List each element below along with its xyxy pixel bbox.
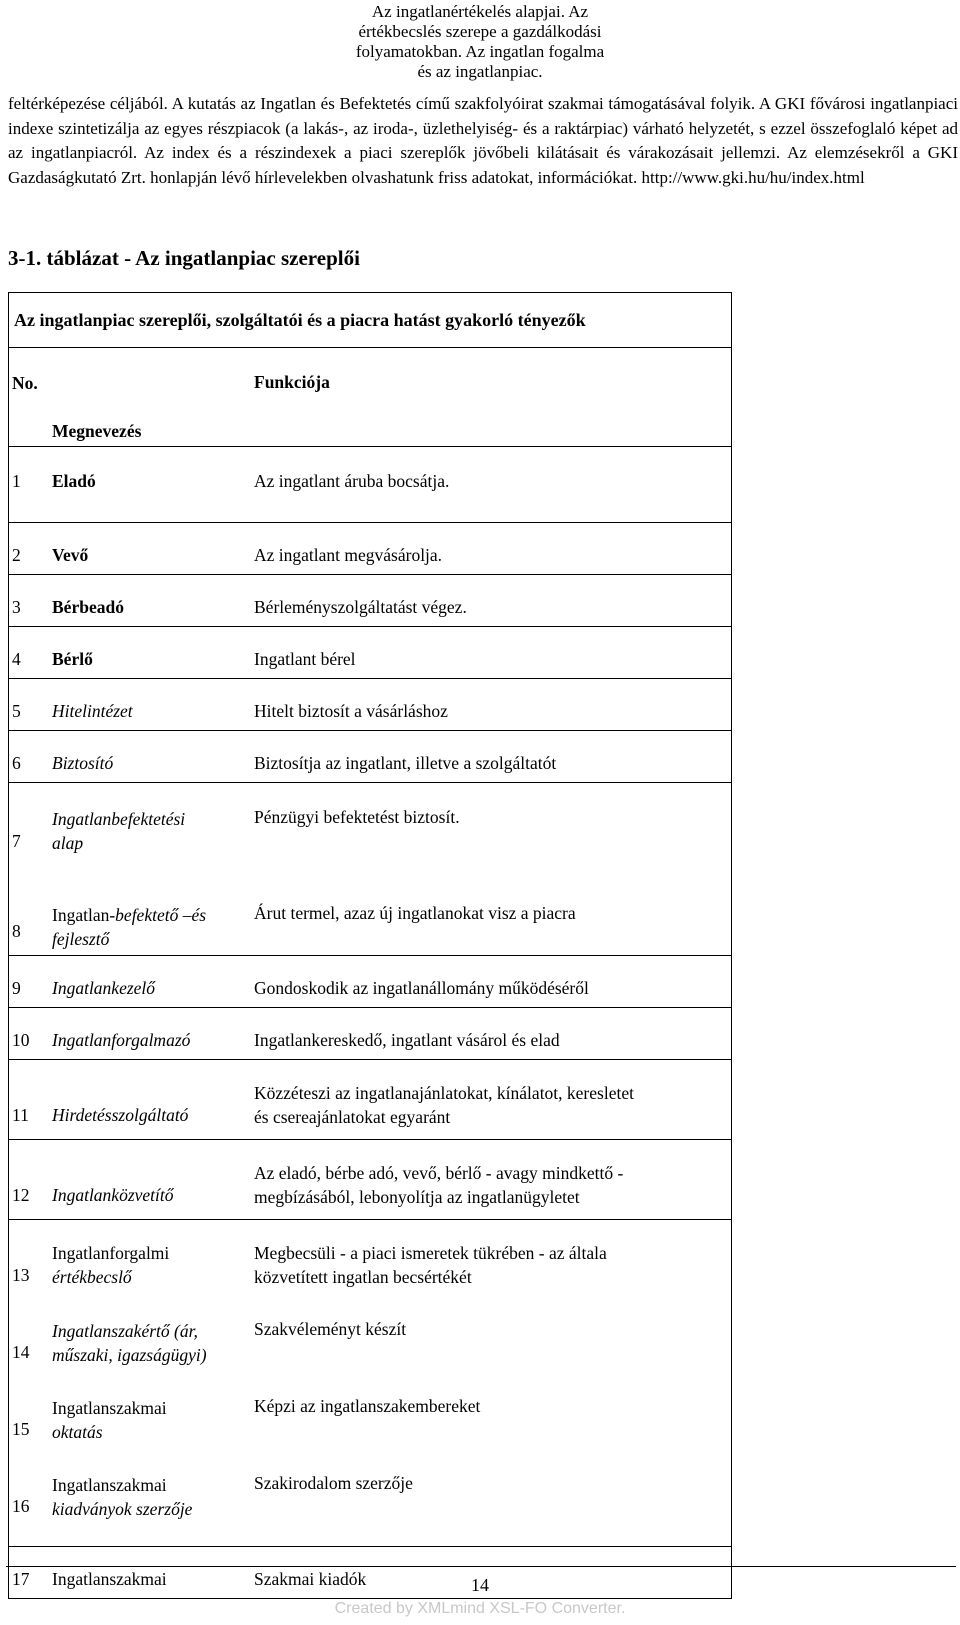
row-func: Bérleményszolgáltatást végez.	[251, 575, 732, 627]
row-func: Képzi az ingatlanszakembereket	[254, 1396, 481, 1416]
row-no: 3	[9, 575, 50, 627]
row-name: Ingatlanszakmai	[52, 1569, 167, 1589]
row-func	[251, 1140, 732, 1220]
row-name-line: Ingatlanforgalmi	[52, 1243, 170, 1263]
row-name: Ingatlankezelő	[49, 956, 251, 1008]
table-row	[9, 627, 732, 679]
row-name: Bérlő	[49, 627, 251, 679]
row-name: Vevő	[49, 523, 251, 575]
row-no: 16	[9, 1469, 50, 1547]
row-name	[49, 1392, 251, 1469]
row-func	[251, 1060, 732, 1140]
row-name	[49, 783, 251, 882]
row-func	[251, 1220, 732, 1316]
table-row	[9, 575, 732, 627]
footer-divider	[6, 1566, 956, 1567]
row-name	[49, 1315, 251, 1392]
row-name: Ingatlanforgalmazó	[49, 1008, 251, 1060]
row-no: 14	[12, 1342, 30, 1362]
table-caption: Az ingatlanpiac szereplői, szolgáltatói és a piacra hatást gyakorló tényezők	[9, 293, 732, 348]
row-name-line: értékbecslő	[52, 1267, 132, 1287]
row-func: Árut termel, azaz új ingatlanokat visz a piacra	[251, 881, 732, 956]
row-func-line: Megbecsüli - a piaci ismeretek tükrében - az általa	[254, 1243, 607, 1263]
row-name-line: Ingatlanszakértő (ár,	[52, 1321, 198, 1341]
table-row	[9, 1392, 732, 1469]
row-no: 1	[9, 447, 50, 523]
row-name-line: oktatás	[52, 1422, 103, 1442]
row-name-line: alap	[52, 833, 84, 853]
row-func: Ingatlankereskedő, ingatlant vásárol és elad	[251, 1008, 732, 1060]
header-no-text: No.	[12, 373, 38, 393]
header-name-text: Megnevezés	[52, 421, 142, 441]
table-row	[9, 447, 732, 523]
table-row	[9, 679, 732, 731]
row-func-line: Az eladó, bérbe adó, vevő, bérlő - avagy mindkettő -	[254, 1163, 624, 1183]
row-func: Szakvéleményt készít	[254, 1319, 407, 1339]
row-name-part: Ingatlan-	[52, 905, 116, 925]
row-name: Ingatlanközvetítő	[49, 1140, 251, 1220]
row-func: Hitelt biztosít a vásárláshoz	[251, 679, 732, 731]
row-func-line: megbízásából, lebonyolítja az ingatlanügyletet	[254, 1187, 580, 1207]
header-no	[9, 348, 50, 447]
row-func: Szakirodalom szerzője	[251, 1469, 732, 1547]
table-title: 3-1. táblázat - Az ingatlanpiac szereplői	[8, 246, 360, 270]
header-name	[49, 348, 251, 447]
row-func: Pénzügyi befektetést biztosít.	[254, 807, 460, 827]
table-row	[9, 523, 732, 575]
row-no: 13	[12, 1265, 30, 1285]
converter-brand-link[interactable]: XMLmind XSL-FO Converter	[417, 1600, 621, 1617]
row-no: 5	[9, 679, 50, 731]
row-no: 7	[12, 831, 21, 851]
table-row	[9, 1469, 732, 1547]
row-name: Hitelintézet	[49, 679, 251, 731]
row-no: 15	[12, 1419, 30, 1439]
row-name: Biztosító	[49, 731, 251, 783]
page-number: 14	[471, 1575, 489, 1595]
header-func-text: Funkciója	[254, 372, 330, 392]
row-func-line: közvetített ingatlan becsértékét	[254, 1267, 472, 1287]
row-name: Eladó	[49, 447, 251, 523]
row-name-part: befektető –és	[115, 905, 207, 925]
table-row	[9, 956, 732, 1008]
header-line-1: Az ingatlanértékelés alapjai. Az	[371, 2, 589, 21]
table-row	[9, 1315, 732, 1392]
row-func-line: Közzéteszi az ingatlanajánlatokat, kínálatot, keresletet	[254, 1083, 634, 1103]
converter-credit	[0, 1600, 960, 1618]
row-no: 17	[12, 1569, 30, 1589]
row-func: Ingatlant bérel	[251, 627, 732, 679]
running-header	[0, 2, 960, 82]
row-func: Gondoskodik az ingatlanállomány működéséről	[251, 956, 732, 1008]
table-row	[9, 1220, 732, 1316]
header-line-2: értékbecslés szerepe a gazdálkodási	[358, 22, 602, 41]
row-no: 11	[9, 1060, 50, 1140]
table-row	[9, 1140, 732, 1220]
row-name: Hirdetésszolgáltató	[49, 1060, 251, 1140]
table-row	[9, 1008, 732, 1060]
row-name-line: kiadványok szerzője	[52, 1499, 193, 1519]
intro-paragraph: feltérképezése céljából. A kutatás az Ingatlan és Befektetés című szakfolyóirat szakmai támogatásával folyik. A GKI fővárosi ingatlanpiaci indexe szintetizálja az egyes részpiacok (a lakás-, az iroda-, üzlethelyiség- és a raktárpiac) várható helyzetét, s ezzel összefoglaló képet ad az ingatlanpiacról. Az index és a részindexek a piaci szereplők jövőbeli kilátásait és várakozásait jellemzi. Az elemzésekről a GKI Gazdaságkutató Zrt. honlapján lévő hírlevelekben olvashatunk friss adatokat, információkat. http://www.gki.hu/hu/index.html	[8, 94, 958, 187]
row-func: Az ingatlant megvásárolja.	[251, 523, 732, 575]
market-actors-table	[8, 292, 732, 1599]
row-no: 12	[9, 1140, 50, 1220]
converter-suffix: .	[620, 1600, 626, 1617]
header-line-4: és az ingatlanpiac.	[417, 62, 543, 81]
converter-prefix: Created by	[334, 1600, 418, 1617]
header-func	[251, 348, 732, 447]
row-name-line: Ingatlanbefektetési	[52, 809, 186, 829]
row-name-line: Ingatlanszakmai	[52, 1475, 167, 1495]
table-header-row	[9, 348, 732, 447]
row-name	[49, 1469, 251, 1547]
row-name	[49, 881, 251, 956]
row-no: 6	[9, 731, 50, 783]
header-line-3: folyamatokban. Az ingatlan fogalma	[355, 42, 605, 61]
table-row	[9, 881, 732, 956]
row-name-line: Ingatlanszakmai	[52, 1398, 167, 1418]
row-name-line: fejlesztő	[52, 929, 110, 949]
table-row	[9, 1060, 732, 1140]
row-func-line: és csereajánlatokat egyaránt	[254, 1107, 451, 1127]
row-func: Biztosítja az ingatlant, illetve a szolgáltatót	[251, 731, 732, 783]
row-name-line: műszaki, igazságügyi)	[52, 1345, 207, 1365]
row-name: Bérbeadó	[49, 575, 251, 627]
row-no: 2	[9, 523, 50, 575]
table-row	[9, 731, 732, 783]
row-no: 9	[9, 956, 50, 1008]
row-func: Az ingatlant áruba bocsátja.	[251, 447, 732, 523]
table-caption-row	[9, 293, 732, 348]
row-no: 4	[9, 627, 50, 679]
table-row	[9, 783, 732, 882]
row-no: 10	[9, 1008, 50, 1060]
row-name-line	[52, 903, 248, 927]
row-func: Szakmai kiadók	[254, 1569, 367, 1589]
row-no: 8	[9, 881, 50, 956]
row-name	[49, 1220, 251, 1316]
